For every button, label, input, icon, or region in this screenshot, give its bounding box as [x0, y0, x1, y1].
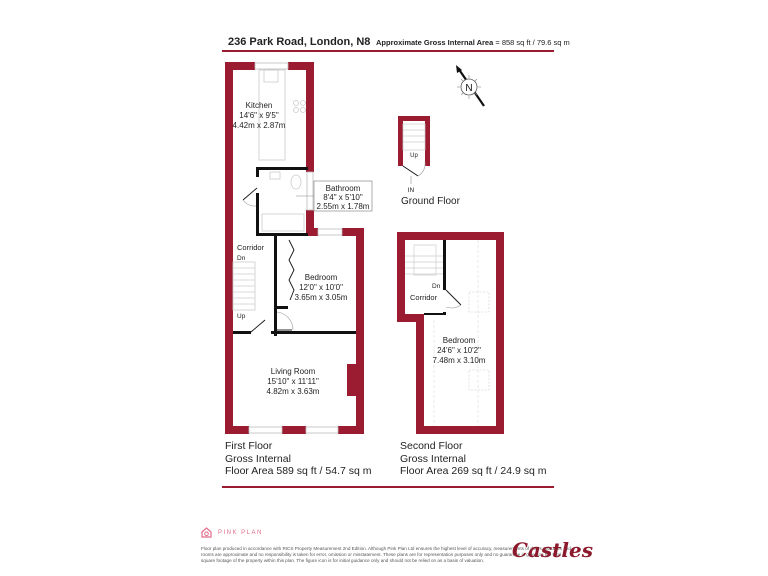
- pink-plan-logo: [201, 527, 263, 538]
- area-label: Approximate Gross Internal Area: [376, 38, 494, 47]
- corridor-label: Corridor: [237, 243, 265, 252]
- room-dims-metric-bedroom: 3.65m x 3.05m: [294, 293, 348, 302]
- ground-floor-plan: [398, 116, 461, 207]
- room-name-living-room: Living Room: [270, 367, 316, 376]
- entrance-label: IN: [407, 187, 415, 194]
- stair-up-label: Up: [237, 313, 246, 320]
- room-name-kitchen: Kitchen: [245, 101, 273, 110]
- second-stair-down-label: Dn: [432, 283, 441, 290]
- second-floor-caption-subtitle: Gross Internal: [400, 452, 466, 465]
- room-dims-imperial-bathroom: 8'4" x 5'10": [323, 193, 363, 202]
- ground-stair-up-label: Up: [410, 153, 418, 159]
- pink-plan-brand: PINK PLAN: [218, 529, 263, 536]
- first-floor-plan: [225, 62, 372, 434]
- room-name-bedroom: Bedroom: [304, 273, 338, 282]
- room-dims-metric-kitchen: 4.42m x 2.87m: [232, 121, 286, 130]
- room-dims-metric-living-room: 4.82m x 3.63m: [266, 387, 320, 396]
- room-dims-imperial-bedroom: 12'0" x 10'0": [299, 283, 343, 292]
- room-dims-metric-second-bedroom: 7.48m x 3.10m: [432, 356, 486, 365]
- room-dims-imperial-living-room: 15'10" x 11'11": [267, 377, 319, 386]
- first-floor-caption-title: First Floor: [225, 440, 273, 452]
- compass-icon: [456, 65, 484, 106]
- second-floor-plan: [397, 232, 504, 434]
- second-corridor-label: Corridor: [410, 293, 438, 302]
- first-floor-caption: [225, 440, 372, 478]
- property-address: 236 Park Road, London, N8: [228, 36, 371, 48]
- first-floor-caption-area: Floor Area 589 sq ft / 54.7 sq m: [225, 465, 372, 477]
- area-value: = 858 sq ft / 79.6 sq m: [493, 38, 570, 47]
- second-floor-caption-area: Floor Area 269 sq ft / 24.9 sq m: [400, 465, 547, 477]
- footer-rule: [222, 486, 554, 488]
- ground-floor-title: Ground Floor: [401, 196, 460, 207]
- second-floor-caption: [400, 440, 547, 478]
- disclaimer-text: Floor plan produced in accordance with RICS Property Measurement 2nd Edition. Although Pink Plan Ltd ensures the highest level of accuracy, measurements of doors, windows and rooms are approximate and no responsibility is taken for error, omission or misstatement. These plans are for representation purposes only and no guarantee is given on the total square footage of the property within this plan. The figure icon is for initial guidance only and should not be relied on as a basis of valuation.: [201, 546, 571, 563]
- compass-north-label: N: [465, 83, 473, 94]
- room-dims-metric-bathroom: 2.55m x 1.78m: [316, 202, 370, 211]
- pink-plan-house-icon: [201, 527, 212, 538]
- room-name-bathroom: Bathroom: [325, 184, 361, 193]
- room-dims-imperial-second-bedroom: 24'6" x 10'2": [437, 346, 481, 355]
- second-floor-caption-title: Second Floor: [400, 440, 463, 452]
- castles-logo: Castles: [512, 538, 593, 562]
- stair-down-label: Dn: [237, 255, 246, 262]
- room-name-second-bedroom: Bedroom: [442, 336, 476, 345]
- room-dims-imperial-kitchen: 14'6" x 9'5": [239, 111, 279, 120]
- first-floor-caption-subtitle: Gross Internal: [225, 452, 291, 465]
